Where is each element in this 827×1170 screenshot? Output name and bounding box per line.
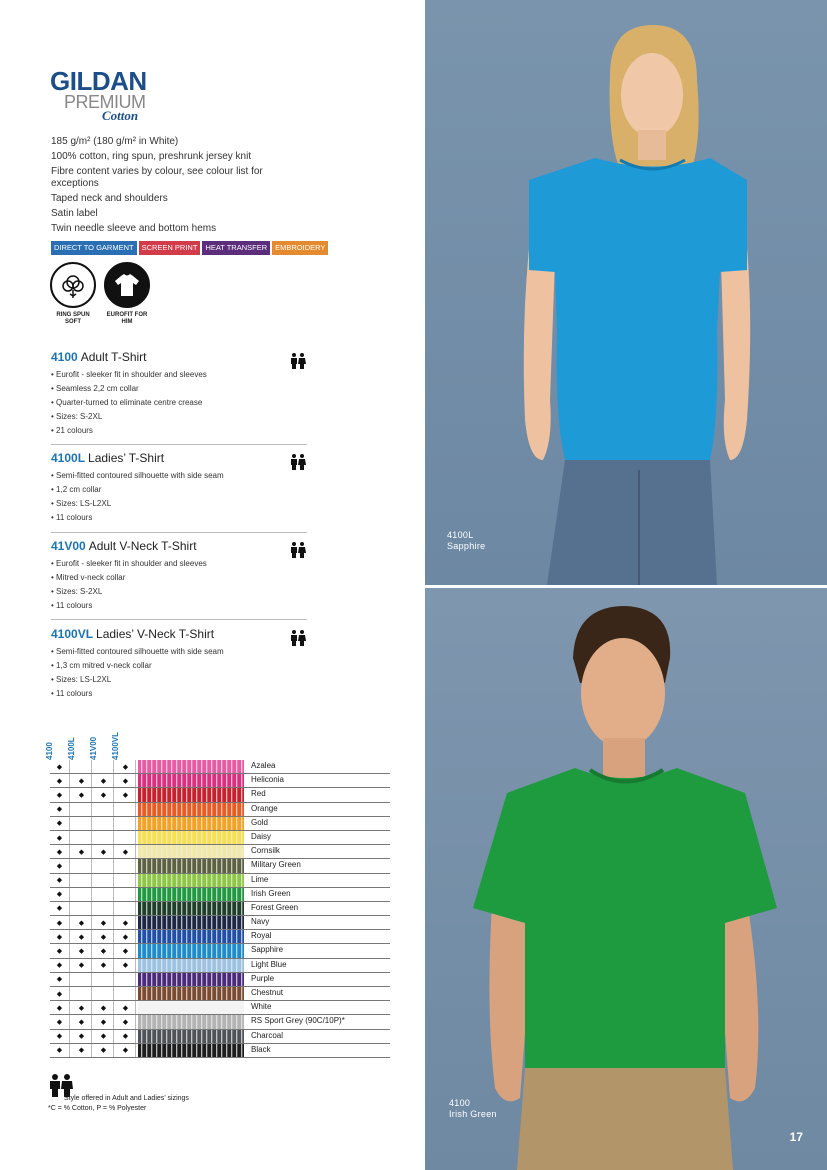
availability-cell — [94, 1015, 114, 1028]
shirt-sapphire — [529, 158, 747, 460]
colour-name: Daisy — [251, 831, 272, 841]
colour-row — [50, 916, 390, 930]
availability-cell — [116, 803, 136, 816]
available-diamond-icon: ◆ — [122, 791, 129, 799]
colour-swatch — [138, 959, 244, 972]
colour-swatch — [138, 817, 244, 830]
availability-cell — [116, 916, 136, 929]
availability-cell — [94, 817, 114, 830]
column-label: 41V00 — [89, 736, 98, 760]
gildan-premium-cotton-logo — [50, 66, 180, 126]
availability-cell — [50, 859, 70, 872]
column-label: 4100VL — [111, 731, 120, 760]
colour-swatch — [138, 916, 244, 929]
caption-colour: Irish Green — [449, 1109, 497, 1119]
availability-cell — [50, 987, 70, 1000]
available-diamond-icon: ◆ — [78, 919, 85, 927]
colour-row — [50, 859, 390, 873]
available-diamond-icon: ◆ — [56, 1047, 63, 1055]
colour-swatch — [138, 902, 244, 915]
availability-cell — [94, 845, 114, 858]
availability-cell — [72, 803, 92, 816]
availability-cell — [72, 944, 92, 957]
spec-line: Fibre content varies by colour, see colour list for exceptions — [51, 166, 263, 189]
colour-row — [50, 930, 390, 944]
colour-row — [50, 959, 390, 973]
availability-cell — [72, 788, 92, 801]
availability-cell — [72, 859, 92, 872]
availability-cell — [50, 902, 70, 915]
availability-cell — [72, 973, 92, 986]
availability-cell — [72, 888, 92, 901]
colour-name: Lime — [251, 874, 269, 884]
product-4100L — [51, 451, 307, 525]
bullet: • Quarter-turned to eliminate centre crease — [51, 398, 203, 407]
available-diamond-icon: ◆ — [56, 990, 63, 998]
brand-line-cotton: Cotton — [102, 108, 139, 123]
divider — [51, 444, 307, 445]
available-diamond-icon: ◆ — [56, 834, 63, 842]
availability-cell — [50, 1001, 70, 1014]
colour-swatch — [138, 760, 244, 773]
product-name: Adult V-Neck T-Shirt — [88, 539, 197, 553]
product-code: 4100VL — [51, 627, 94, 641]
available-diamond-icon: ◆ — [122, 848, 129, 856]
available-diamond-icon: ◆ — [100, 933, 107, 941]
availability-cell — [116, 817, 136, 830]
availability-cell — [116, 987, 136, 1000]
availability-cell — [50, 817, 70, 830]
unisex-figure-icon — [289, 352, 307, 370]
colour-row — [50, 845, 390, 859]
unisex-figure-icon — [289, 453, 307, 471]
colour-swatch — [138, 774, 244, 787]
badge-label: EUROFIT FOR HIM — [106, 312, 148, 325]
product-code: 4100L — [51, 451, 86, 465]
availability-cell — [116, 760, 136, 773]
colour-name: Royal — [251, 931, 272, 941]
spec-line: 185 g/m² (180 g/m² in White) — [51, 136, 179, 147]
print-method-tags — [51, 241, 328, 255]
colour-row — [50, 831, 390, 845]
man-model-illustration — [425, 588, 827, 1170]
colour-swatch — [138, 831, 244, 844]
availability-cell — [72, 1001, 92, 1014]
availability-cell — [94, 874, 114, 887]
availability-cell — [94, 916, 114, 929]
legend-style-note: Style offered in Adult and Ladies’ sizings — [64, 1095, 189, 1102]
bullet: • 11 colours — [51, 601, 93, 610]
availability-cell — [116, 902, 136, 915]
feature-badges — [50, 262, 150, 326]
column-label: 4100L — [67, 737, 76, 760]
colour-name: Sapphire — [251, 945, 284, 955]
availability-cell — [50, 888, 70, 901]
availability-cell — [50, 916, 70, 929]
availability-cell — [116, 930, 136, 943]
availability-cell — [72, 774, 92, 787]
availability-cell — [50, 1030, 70, 1043]
product-heading — [51, 451, 307, 465]
product-name: Adult T-Shirt — [80, 350, 147, 364]
availability-cell — [116, 774, 136, 787]
badge-label: RING SPUN SOFT — [56, 312, 90, 325]
availability-cell — [50, 973, 70, 986]
legend-fibre-note: *C = % Cotton, P = % Polyester — [48, 1105, 147, 1112]
colour-name: Azalea — [251, 761, 276, 770]
available-diamond-icon: ◆ — [122, 763, 129, 771]
availability-cell — [50, 774, 70, 787]
available-diamond-icon: ◆ — [56, 1033, 63, 1041]
available-diamond-icon: ◆ — [78, 948, 85, 956]
caption-colour: Sapphire — [447, 541, 486, 551]
available-diamond-icon: ◆ — [56, 976, 63, 984]
availability-cell — [94, 973, 114, 986]
bullet: • Sizes: LS-L2XL — [51, 675, 112, 684]
tag-heat-transfer: HEAT TRANSFER — [202, 241, 270, 255]
bullet: • 11 colours — [51, 689, 93, 698]
availability-cell — [72, 902, 92, 915]
colour-swatch — [138, 874, 244, 887]
column-label: 4100 — [45, 742, 54, 760]
photo-caption-bottom — [449, 1098, 497, 1120]
bullet: • 1,2 cm collar — [51, 485, 102, 494]
availability-cell — [50, 944, 70, 957]
available-diamond-icon: ◆ — [56, 806, 63, 814]
colour-swatch — [138, 944, 244, 957]
tshirt-icon — [104, 262, 150, 308]
bullet: • 11 colours — [51, 513, 93, 522]
available-diamond-icon: ◆ — [122, 933, 129, 941]
availability-cell — [50, 959, 70, 972]
available-diamond-icon: ◆ — [56, 848, 63, 856]
available-diamond-icon: ◆ — [78, 777, 85, 785]
product-heading — [51, 350, 307, 364]
colour-row — [50, 944, 390, 958]
availability-cell — [94, 788, 114, 801]
product-41V00 — [51, 539, 307, 613]
product-4100VL — [51, 627, 307, 701]
spec-line: Taped neck and shoulders — [51, 193, 168, 204]
product-4100 — [51, 350, 307, 438]
colour-row — [50, 1001, 390, 1015]
grid-column-header — [111, 716, 136, 760]
spec-line: Twin needle sleeve and bottom hems — [51, 223, 217, 234]
availability-cell — [116, 973, 136, 986]
available-diamond-icon: ◆ — [122, 1004, 129, 1012]
available-diamond-icon: ◆ — [100, 777, 107, 785]
available-diamond-icon: ◆ — [56, 1018, 63, 1026]
colour-name: Red — [251, 789, 266, 799]
colour-swatch — [138, 803, 244, 816]
colour-swatch — [138, 987, 244, 1000]
availability-cell — [72, 845, 92, 858]
availability-cell — [116, 788, 136, 801]
availability-cell — [72, 916, 92, 929]
available-diamond-icon: ◆ — [78, 1033, 85, 1041]
product-bullets — [51, 557, 307, 613]
divider — [51, 619, 307, 620]
available-diamond-icon: ◆ — [78, 1004, 85, 1012]
available-diamond-icon: ◆ — [122, 777, 129, 785]
availability-cell — [72, 760, 92, 773]
product-code: 4100 — [51, 350, 78, 364]
available-diamond-icon: ◆ — [100, 962, 107, 970]
availability-cell — [116, 859, 136, 872]
product-name: Ladies’ V-Neck T-Shirt — [96, 627, 215, 641]
available-diamond-icon: ◆ — [56, 905, 63, 913]
availability-cell — [116, 959, 136, 972]
available-diamond-icon: ◆ — [78, 1047, 85, 1055]
divider — [51, 532, 307, 533]
available-diamond-icon: ◆ — [56, 919, 63, 927]
available-diamond-icon: ◆ — [56, 948, 63, 956]
available-diamond-icon: ◆ — [78, 791, 85, 799]
colour-swatch — [138, 1044, 244, 1057]
availability-cell — [50, 930, 70, 943]
colour-name: Cornsilk — [251, 846, 280, 856]
colour-swatch — [138, 859, 244, 872]
product-bullets — [51, 645, 307, 701]
availability-cell — [72, 1030, 92, 1043]
availability-cell — [94, 930, 114, 943]
photo-caption-top — [447, 530, 485, 552]
colour-swatch — [138, 888, 244, 901]
cotton-boll-icon — [50, 262, 96, 308]
availability-cell — [50, 803, 70, 816]
colour-row — [50, 1044, 390, 1058]
bullet: • Semi-fitted contoured silhouette with side seam — [51, 471, 224, 480]
brand-line-premium: PREMIUM — [64, 92, 146, 112]
availability-cell — [116, 888, 136, 901]
colour-row — [50, 1015, 390, 1029]
available-diamond-icon: ◆ — [56, 820, 63, 828]
colour-swatch — [138, 845, 244, 858]
available-diamond-icon: ◆ — [100, 1047, 107, 1055]
available-diamond-icon: ◆ — [56, 962, 63, 970]
colour-swatch — [138, 788, 244, 801]
availability-cell — [50, 760, 70, 773]
colour-row — [50, 760, 390, 774]
availability-cell — [50, 1044, 70, 1057]
availability-cell — [94, 959, 114, 972]
spec-line: Satin label — [51, 208, 98, 219]
availability-cell — [94, 760, 114, 773]
available-diamond-icon: ◆ — [100, 919, 107, 927]
colour-row — [50, 874, 390, 888]
availability-cell — [116, 874, 136, 887]
tag-embroidery: EMBROIDERY — [272, 241, 328, 255]
colour-row — [50, 987, 390, 1001]
availability-cell — [72, 987, 92, 1000]
available-diamond-icon: ◆ — [56, 877, 63, 885]
availability-cell — [94, 859, 114, 872]
caption-code: 4100 — [449, 1098, 471, 1108]
colour-row — [50, 973, 390, 987]
bullet: • Sizes: S-2XL — [51, 587, 103, 596]
product-bullets — [51, 368, 307, 438]
bullet: • 21 colours — [51, 426, 93, 435]
colour-swatch — [138, 1030, 244, 1043]
colour-name: Orange — [251, 803, 278, 813]
available-diamond-icon: ◆ — [56, 862, 63, 870]
colour-name: Light Blue — [251, 959, 287, 969]
availability-cell — [94, 1030, 114, 1043]
colour-name: White — [251, 1002, 272, 1012]
available-diamond-icon: ◆ — [122, 919, 129, 927]
bullet: • Mitred v-neck collar — [51, 573, 126, 582]
availability-cell — [50, 831, 70, 844]
available-diamond-icon: ◆ — [100, 1018, 107, 1026]
availability-cell — [72, 959, 92, 972]
bullet: • 1,3 cm mitred v-neck collar — [51, 661, 152, 670]
availability-cell — [94, 888, 114, 901]
available-diamond-icon: ◆ — [56, 891, 63, 899]
availability-cell — [72, 930, 92, 943]
woman-model-illustration — [425, 0, 827, 585]
catalog-photo-column — [425, 0, 827, 1170]
availability-cell — [116, 1015, 136, 1028]
available-diamond-icon: ◆ — [122, 948, 129, 956]
colour-name: Irish Green — [251, 888, 291, 898]
bullet: • Sizes: S-2XL — [51, 412, 103, 421]
available-diamond-icon: ◆ — [78, 848, 85, 856]
availability-cell — [94, 902, 114, 915]
available-diamond-icon: ◆ — [122, 1047, 129, 1055]
product-bullets — [51, 469, 307, 525]
caption-code: 4100L — [447, 530, 474, 540]
availability-cell — [116, 845, 136, 858]
colour-name: Navy — [251, 917, 270, 927]
bullet: • Seamless 2,2 cm collar — [51, 384, 139, 393]
product-heading — [51, 539, 307, 553]
available-diamond-icon: ◆ — [122, 962, 129, 970]
product-heading — [51, 627, 307, 641]
colour-name: Charcoal — [251, 1030, 284, 1040]
bullet: • Sizes: LS-L2XL — [51, 499, 112, 508]
availability-cell — [94, 831, 114, 844]
badge-ring-spun — [50, 262, 96, 326]
colour-row — [50, 902, 390, 916]
available-diamond-icon: ◆ — [100, 1033, 107, 1041]
availability-cell — [116, 1044, 136, 1057]
page-number: 17 — [789, 1130, 803, 1144]
colour-name: Heliconia — [251, 775, 284, 785]
colour-name: Black — [251, 1044, 271, 1054]
colour-name: Purple — [251, 973, 275, 983]
unisex-figure-icon — [289, 541, 307, 559]
availability-cell — [72, 874, 92, 887]
availability-cell — [72, 817, 92, 830]
colour-swatch — [138, 973, 244, 986]
available-diamond-icon: ◆ — [78, 933, 85, 941]
bullet: • Eurofit - sleeker fit in shoulder and sleeves — [51, 559, 207, 568]
colour-row — [50, 788, 390, 802]
colour-row — [50, 1030, 390, 1044]
availability-cell — [50, 788, 70, 801]
available-diamond-icon: ◆ — [78, 962, 85, 970]
availability-cell — [50, 845, 70, 858]
available-diamond-icon: ◆ — [100, 848, 107, 856]
availability-cell — [116, 1001, 136, 1014]
availability-cell — [94, 1044, 114, 1057]
availability-cell — [94, 1001, 114, 1014]
available-diamond-icon: ◆ — [56, 1004, 63, 1012]
colour-row — [50, 888, 390, 902]
availability-cell — [72, 831, 92, 844]
availability-cell — [94, 944, 114, 957]
available-diamond-icon: ◆ — [122, 1018, 129, 1026]
fabric-specs — [51, 136, 311, 238]
availability-cell — [116, 944, 136, 957]
model-photo-man — [425, 588, 827, 1170]
colour-swatch — [138, 1001, 244, 1014]
colour-swatch — [138, 930, 244, 943]
unisex-figure-icon — [289, 629, 307, 647]
product-name: Ladies’ T-Shirt — [88, 451, 165, 465]
available-diamond-icon: ◆ — [78, 1018, 85, 1026]
available-diamond-icon: ◆ — [56, 791, 63, 799]
availability-cell — [72, 1044, 92, 1057]
colour-name: Chestnut — [251, 988, 284, 997]
colour-row — [50, 774, 390, 788]
availability-cell — [116, 831, 136, 844]
availability-cell — [50, 1015, 70, 1028]
availability-cell — [72, 1015, 92, 1028]
available-diamond-icon: ◆ — [122, 1033, 129, 1041]
availability-cell — [94, 774, 114, 787]
colour-row — [50, 803, 390, 817]
available-diamond-icon: ◆ — [56, 777, 63, 785]
available-diamond-icon: ◆ — [100, 1004, 107, 1012]
product-code: 41V00 — [51, 539, 86, 553]
colour-name: Gold — [251, 817, 268, 827]
available-diamond-icon: ◆ — [100, 948, 107, 956]
colour-name: RS Sport Grey (90C/10P)* — [251, 1016, 345, 1026]
model-photo-woman — [425, 0, 827, 585]
available-diamond-icon: ◆ — [56, 763, 63, 771]
availability-cell — [50, 874, 70, 887]
brand-name: GILDAN — [50, 66, 147, 96]
availability-cell — [94, 987, 114, 1000]
spec-line: 100% cotton, ring spun, preshrunk jersey knit — [51, 151, 252, 162]
colour-name: Military Green — [251, 860, 301, 870]
bullet: • Semi-fitted contoured silhouette with side seam — [51, 647, 224, 656]
availability-cell — [116, 1030, 136, 1043]
availability-cell — [94, 803, 114, 816]
badge-eurofit — [104, 262, 150, 326]
tag-direct-to-garment: DIRECT TO GARMENT — [51, 241, 137, 255]
colour-rows — [50, 760, 390, 1058]
available-diamond-icon: ◆ — [100, 791, 107, 799]
colour-swatch — [138, 1015, 244, 1028]
available-diamond-icon: ◆ — [56, 933, 63, 941]
colour-row — [50, 817, 390, 831]
bullet: • Eurofit - sleeker fit in shoulder and sleeves — [51, 370, 207, 379]
colour-name: Forest Green — [251, 902, 299, 912]
tag-screen-print: SCREEN PRINT — [139, 241, 201, 255]
